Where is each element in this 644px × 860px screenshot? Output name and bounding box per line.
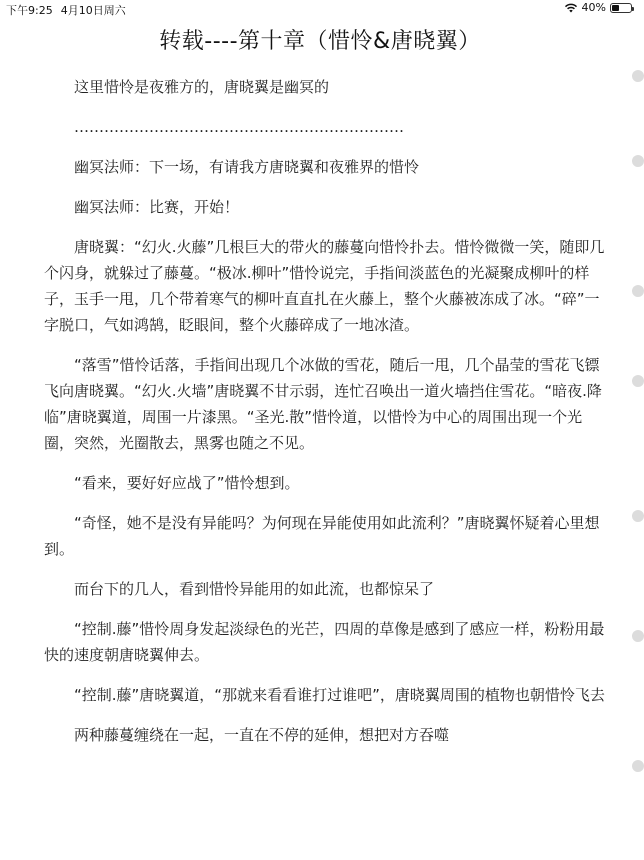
battery-icon bbox=[610, 3, 632, 13]
paragraph: 而台下的几人，看到惜怜异能用的如此流，也都惊呆了 bbox=[74, 580, 435, 598]
scroll-dot bbox=[632, 70, 644, 82]
paragraph: 幽冥法师：下一场，有请我方唐晓翼和夜雅界的惜怜 bbox=[74, 158, 420, 176]
wifi-icon bbox=[564, 3, 578, 13]
article-body bbox=[44, 74, 610, 762]
paragraph: “落雪”惜怜话落，手指间出现几个冰做的雪花，随后一甩，几个晶莹的雪花飞镖飞向唐晓翼。“幻火.火墙”唐晓翼不甘示弱，连忙召唤出一道火墙挡住雪花。“暗夜.降临”唐晓翼道，周围一片漆黑。“圣光.散”惜怜道，以惜怜为中心的周围出现一个光圈，突然，光圈散去，黑雾也随之不见。 bbox=[44, 356, 602, 452]
paragraph: 幽冥法师：比赛，开始！ bbox=[74, 198, 240, 216]
scroll-dot bbox=[632, 630, 644, 642]
page-scroll-indicator[interactable] bbox=[626, 60, 640, 860]
battery-fill bbox=[612, 5, 619, 11]
status-right bbox=[564, 1, 632, 14]
article-title: 转载----第十章（惜怜&唐晓翼） bbox=[159, 29, 481, 54]
status-bar bbox=[0, 0, 640, 18]
paragraph: 唐晓翼：“幻火.火藤”几根巨大的带火的藤蔓向惜怜扑去。惜怜微微一笑，随即几个闪身，就躲过了藤蔓。“极冰.柳叶”惜怜说完，手指间淡蓝色的光凝聚成柳叶的样子，玉手一甩，几个带着寒气的柳叶直直扎在火藤上，整个火藤被冻成了冰。“碎”一字脱口，气如鸿鹄，眨眼间，整个火藤碎成了一地冰渣。 bbox=[44, 238, 605, 334]
paragraph: 这里惜怜是夜雅方的，唐晓翼是幽冥的 bbox=[74, 78, 330, 96]
scroll-dot bbox=[632, 510, 644, 522]
scroll-dot bbox=[632, 760, 644, 772]
status-date: 4月10日周六 bbox=[60, 4, 126, 17]
paragraph: “奇怪，她不是没有异能吗？为何现在异能使用如此流利？”唐晓翼怀疑着心里想到。 bbox=[44, 514, 600, 558]
paragraph: “控制.藤”唐晓翼道，“那就来看看谁打过谁吧”，唐晓翼周围的植物也朝惜怜飞去 bbox=[74, 686, 605, 704]
paragraph: 两种藤蔓缠绕在一起，一直在不停的延伸，想把对方吞噬 bbox=[74, 726, 450, 744]
paragraph: “控制.藤”惜怜周身发起淡绿色的光芒，四周的草像是感到了感应一样，粉粉用最快的速度朝唐晓翼伸去。 bbox=[44, 620, 605, 664]
battery-percentage: 40% bbox=[581, 1, 606, 14]
status-time: 下午9:25 bbox=[6, 4, 53, 17]
scroll-dot bbox=[632, 155, 644, 167]
paragraph: “看来，要好好应战了”惜怜想到。 bbox=[74, 474, 300, 492]
scroll-dot bbox=[632, 285, 644, 297]
separator-line: ………………………………………………………… bbox=[74, 118, 404, 136]
scroll-dot bbox=[632, 375, 644, 387]
status-left bbox=[6, 2, 126, 18]
